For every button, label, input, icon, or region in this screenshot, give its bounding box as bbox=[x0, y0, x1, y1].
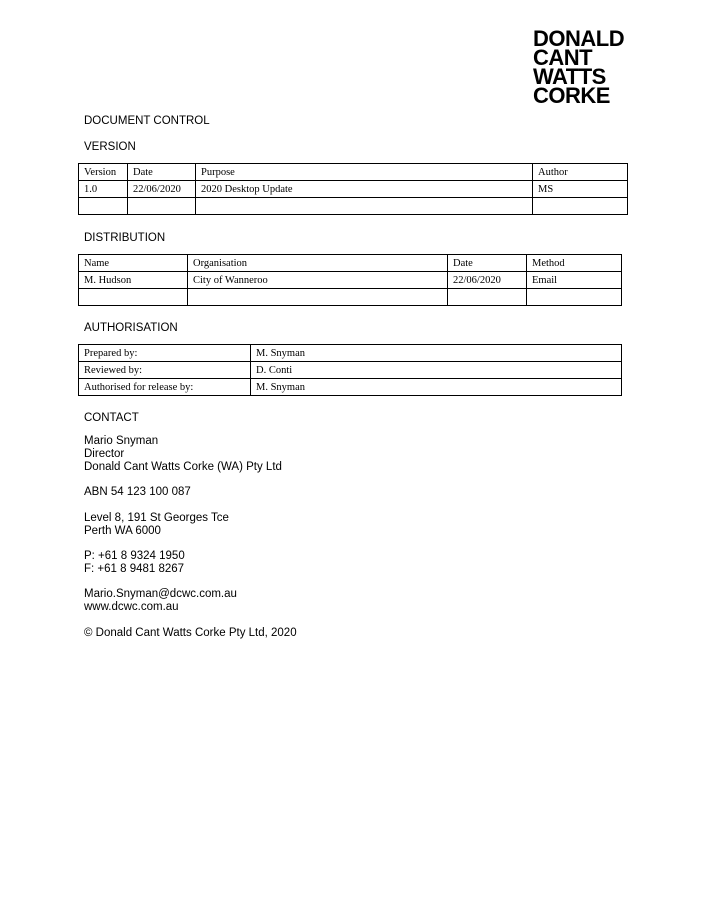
table-header-cell: Name bbox=[79, 255, 188, 272]
version-heading: VERSION bbox=[84, 141, 136, 153]
table-header-cell: Purpose bbox=[196, 164, 533, 181]
address-line: Perth WA 6000 bbox=[84, 525, 161, 537]
table-cell bbox=[533, 198, 628, 215]
contact-block bbox=[84, 435, 282, 474]
distribution-heading: DISTRIBUTION bbox=[84, 232, 166, 244]
table-header-row bbox=[79, 164, 628, 181]
table-cell bbox=[79, 289, 188, 306]
authorisation-heading: AUTHORISATION bbox=[84, 322, 178, 334]
online-contact-block bbox=[84, 588, 237, 614]
contact-name: Mario Snyman bbox=[84, 435, 159, 447]
table-cell: 2020 Desktop Update bbox=[196, 181, 533, 198]
document-control-heading: DOCUMENT CONTROL bbox=[84, 115, 210, 127]
table-header-cell: Date bbox=[448, 255, 527, 272]
table-row bbox=[79, 181, 628, 198]
table-row bbox=[79, 379, 622, 396]
version-table bbox=[78, 163, 628, 215]
table-cell: M. Snyman bbox=[251, 379, 622, 396]
table-cell: Reviewed by: bbox=[79, 362, 251, 379]
authorisation-table bbox=[78, 344, 622, 396]
table-cell bbox=[188, 289, 448, 306]
table-cell bbox=[79, 198, 128, 215]
table-cell bbox=[196, 198, 533, 215]
table-cell: M. Snyman bbox=[251, 345, 622, 362]
table-cell: 1.0 bbox=[79, 181, 128, 198]
table-header-cell: Version bbox=[79, 164, 128, 181]
logo-line: CORKE bbox=[533, 83, 610, 108]
copyright-text: © Donald Cant Watts Corke Pty Ltd, 2020 bbox=[84, 627, 297, 639]
table-header-cell: Date bbox=[128, 164, 196, 181]
table-cell bbox=[448, 289, 527, 306]
table-header-cell: Method bbox=[527, 255, 622, 272]
table-row bbox=[79, 362, 622, 379]
contact-company: Donald Cant Watts Corke (WA) Pty Ltd bbox=[84, 461, 282, 473]
address-line: Level 8, 191 St Georges Tce bbox=[84, 512, 229, 524]
table-cell bbox=[527, 289, 622, 306]
table-header-cell: Organisation bbox=[188, 255, 448, 272]
table-header-cell: Author bbox=[533, 164, 628, 181]
table-row bbox=[79, 345, 622, 362]
phone-block bbox=[84, 550, 185, 576]
table-cell: Email bbox=[527, 272, 622, 289]
contact-title: Director bbox=[84, 448, 125, 460]
logo-line: DONALD bbox=[533, 26, 625, 51]
table-cell bbox=[128, 198, 196, 215]
table-row bbox=[79, 272, 622, 289]
table-cell: City of Wanneroo bbox=[188, 272, 448, 289]
contact-heading: CONTACT bbox=[84, 412, 139, 424]
logo-line: CANT bbox=[533, 45, 593, 70]
table-header-row bbox=[79, 255, 622, 272]
abn-text: ABN 54 123 100 087 bbox=[84, 486, 191, 498]
table-row bbox=[79, 198, 628, 215]
table-cell: 22/06/2020 bbox=[128, 181, 196, 198]
logo-line: WATTS bbox=[533, 64, 606, 89]
table-cell: 22/06/2020 bbox=[448, 272, 527, 289]
table-cell: D. Conti bbox=[251, 362, 622, 379]
table-cell: Authorised for release by: bbox=[79, 379, 251, 396]
phone-number: P: +61 8 9324 1950 bbox=[84, 550, 185, 562]
company-logo bbox=[533, 26, 625, 108]
table-cell: M. Hudson bbox=[79, 272, 188, 289]
distribution-table bbox=[78, 254, 622, 306]
email-link[interactable]: Mario.Snyman@dcwc.com.au bbox=[84, 588, 237, 600]
website-link[interactable]: www.dcwc.com.au bbox=[84, 601, 179, 613]
table-row bbox=[79, 289, 622, 306]
table-cell: Prepared by: bbox=[79, 345, 251, 362]
table-cell: MS bbox=[533, 181, 628, 198]
address-block bbox=[84, 512, 229, 538]
fax-number: F: +61 8 9481 8267 bbox=[84, 563, 185, 575]
